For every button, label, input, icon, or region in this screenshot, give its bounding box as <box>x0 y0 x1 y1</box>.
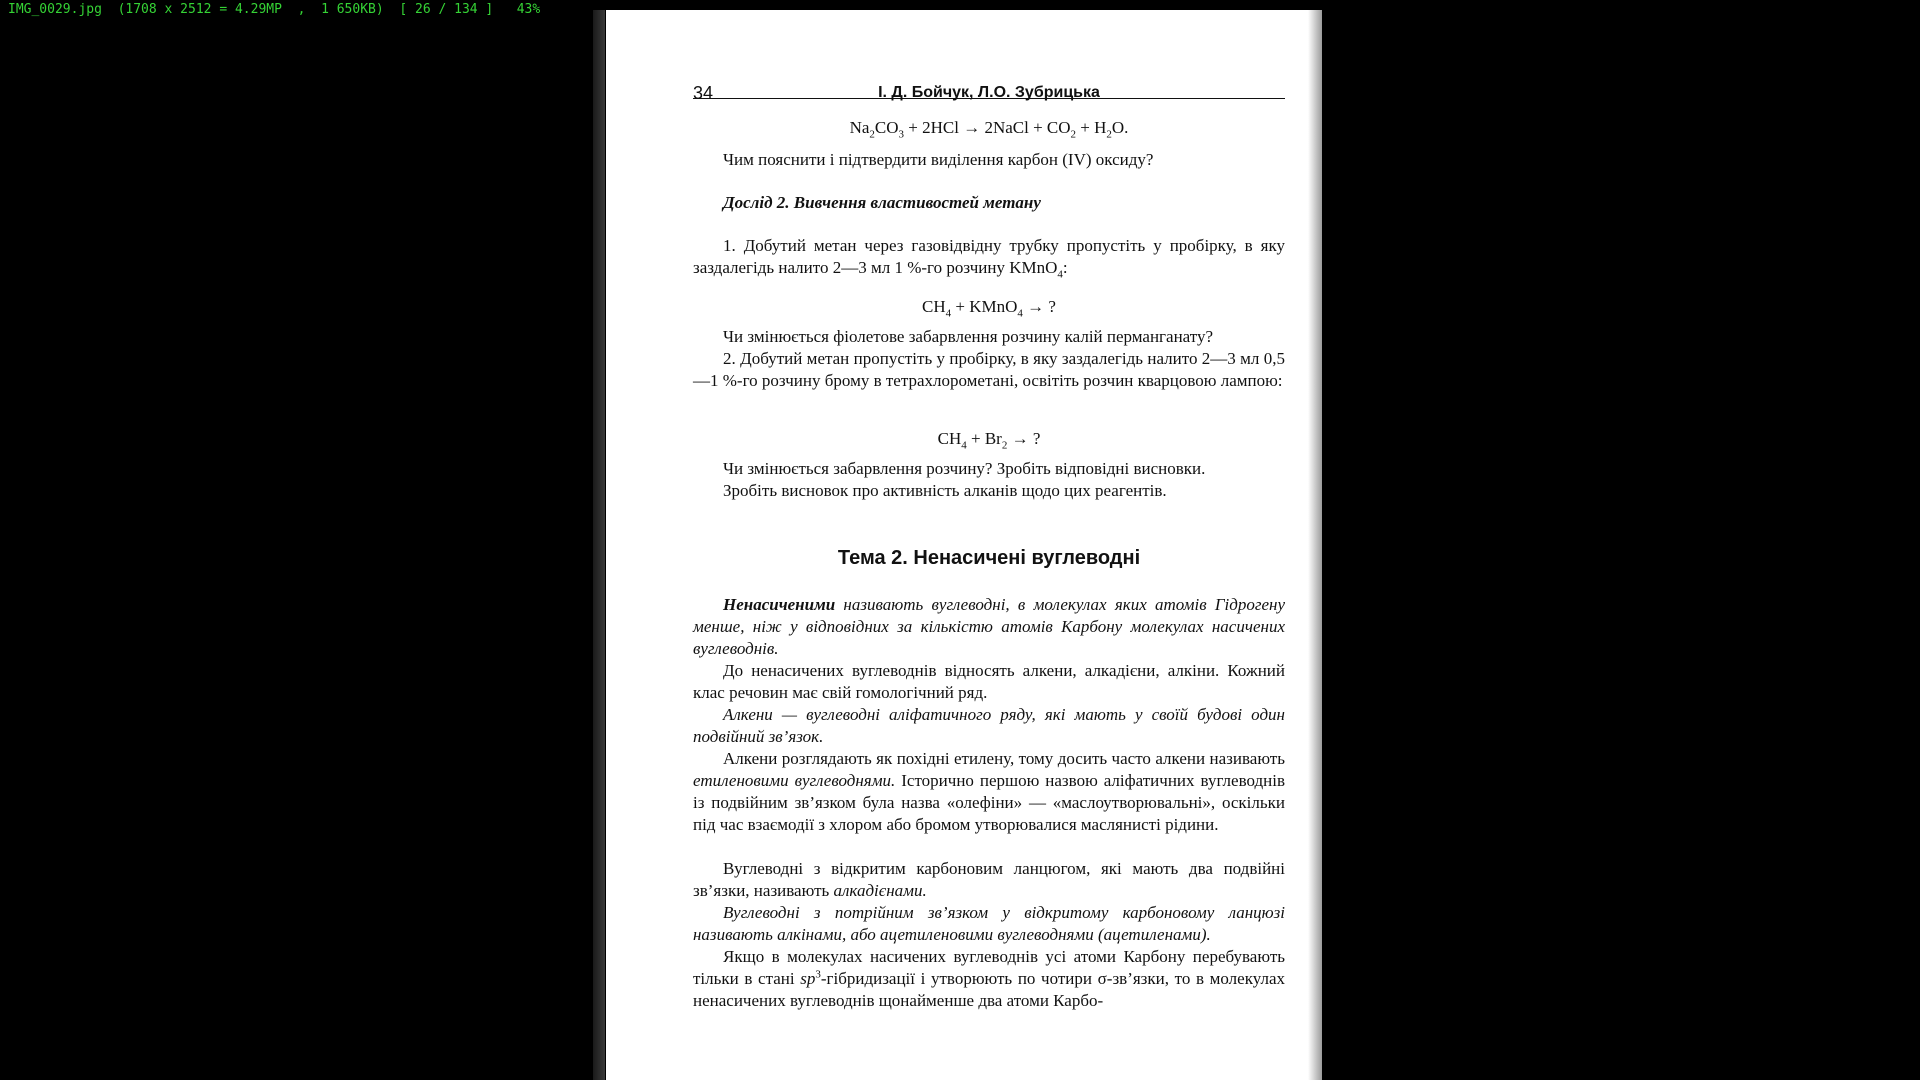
header-authors: І. Д. Бойчук, Л.О. Зубрицька <box>878 84 1100 101</box>
paragraph-hybridization: Якщо в молекулах насичених вуглеводнів усі атоми Карбону перебувають тільки в стані $sp^3$-гібридизації і утворюють по чотири σ-зв’язки, то в молекулах ненасичених вуглеводнів щонайменше два атоми Карбо- <box>693 947 1285 1010</box>
question-permanganate: Чи змінюється фіолетове забарвлення розчину калій перманганату? <box>723 327 1214 346</box>
question-conclusion: Зробіть висновок про активність алканів щодо цих реагентів. <box>723 481 1167 500</box>
equation-2: $CH_4$ + KMnO$_4$ → ? <box>922 297 1056 320</box>
definition-alkynes: Вуглеводні з потрійним зв’язком у відкритому карбоновому ланцюзі називають алкінами, або ацетиленовими вуглеводнями (ацетиленами). <box>693 903 1285 944</box>
definition-unsaturated: Ненасиченими називають вуглеводні, в молекулах яких атомів Гідрогену менше, ніж у відповідних за кількістю атомів Карбону молекулах насичених вуглеводнів. <box>693 595 1285 658</box>
paragraph-step-2: 2. Добутий метан пропустіть у пробірку, в яку заздалегідь налито 2—3 мл 0,5—1 %-го розчину брому в тетрахлорометані, освітіть розчин кварцовою лампою: <box>693 349 1285 390</box>
definition-alkenes: Алкени — вуглеводні аліфатичного ряду, які мають у своїй будові один подвійний зв’язок. <box>693 705 1285 746</box>
page-shadow <box>593 10 605 1080</box>
paragraph-alkadienes: Вуглеводні з відкритим карбоновим ланцюгом, які мають два подвійні зв’язки, називають алкадієнами. <box>693 859 1285 900</box>
question-color-change: Чи змінюється забарвлення розчину? Зробіть відповідні висновки. <box>723 459 1206 478</box>
paragraph-alkenes: Алкени розглядають як похідні етилену, тому досить часто алкени називають етиленовими вуглеводнями. Історично першою назвою аліфатичних вуглеводнів із подвійним зв’язком була назва «олефіни» — «маслоутворювальні», оскільки під час взаємодії з хлором або бромом утворювалися маслянисті рідини. <box>693 749 1285 834</box>
page-number: 34 <box>693 83 714 103</box>
equation-3: $CH_4 + Br_2$ → ? <box>937 429 1041 452</box>
running-header <box>693 72 1285 103</box>
viewer-status-bar: IMG_0029.jpg (1708 x 2512 = 4.29MP , 1 650KB) [ 26 / 134 ] 43% <box>8 2 541 17</box>
page-edge-shadow <box>1308 10 1322 1080</box>
scanned-page <box>606 10 1322 1080</box>
paragraph-step-1: 1. Добутий метан через газовідвідну трубку пропустіть у пробірку, в яку заздалегідь налито 2—3 мл 1 %-го розчину KMnO$_4$: <box>693 236 1285 281</box>
section-title: Тема 2. Ненасичені вуглеводні <box>837 547 1141 569</box>
experiment-2-title: Дослід 2. Вивчення властивостей метану <box>723 193 1041 212</box>
question-co2: Чим пояснити і підтвердити виділення карбон (IV) оксиду? <box>723 150 1154 169</box>
paragraph-classes: До ненасичених вуглеводнів відносять алкени, алкадієни, алкіни. Кожний клас речовин має свій гомологічний ряд. <box>693 661 1285 702</box>
equation-1: $Na_2CO_3 + 2HCl$ → 2NaCl + $CO_2 + H_2O$. <box>849 118 1129 141</box>
